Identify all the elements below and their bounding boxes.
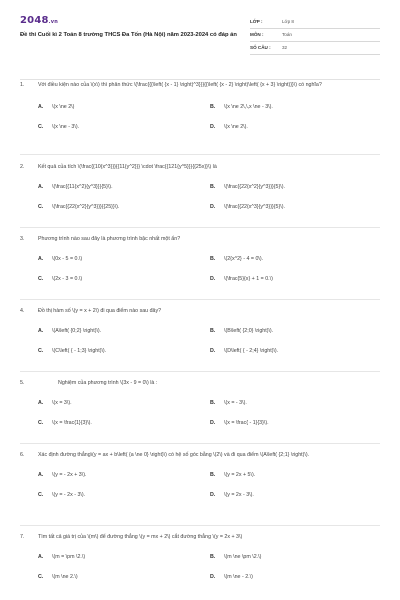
option-letter: D.	[210, 420, 216, 427]
option-a[interactable]	[38, 472, 210, 479]
option-letter: B.	[210, 472, 216, 479]
option-c[interactable]	[38, 276, 210, 283]
option-letter: D.	[210, 574, 216, 581]
option-d[interactable]	[210, 276, 382, 283]
option-d[interactable]	[210, 124, 382, 131]
option-c[interactable]	[38, 492, 210, 499]
option-letter: D.	[210, 204, 216, 211]
question-text: Kết quả của tích \(\frac{{10{x^3}}}{{11{y^2}}} \cdot \frac{{121{y^5}}}{{25x}}\) là	[38, 164, 217, 170]
option-a[interactable]	[38, 554, 210, 561]
option-text: \(\frac{{22{x^3}{y^3}}}{5}\).	[224, 204, 285, 211]
option-c[interactable]	[38, 574, 210, 581]
question-text: Xác định đường thẳng\(y = ax + b\left( {a \ne 0} \right)\) có hệ số góc bằng \(2\) và đi qua điểm \(A\left( {2;1} \right)\).	[38, 452, 310, 458]
question-text: Tìm tất cả giá trị của \(m\) để đường thẳng \(y = mx + 2\) cắt đường thẳng \(y = 2x + 3\)	[38, 534, 243, 540]
question-2	[20, 164, 380, 211]
header-left	[20, 14, 245, 39]
option-letter: A.	[38, 256, 44, 263]
option-letter: B.	[210, 328, 216, 335]
option-letter: C.	[38, 204, 44, 211]
question-stem	[20, 452, 380, 459]
answer-options	[38, 554, 380, 581]
option-letter: C.	[38, 574, 44, 581]
option-text: \(x \ne - 3\).	[52, 124, 80, 131]
meta-value: Lớp 8	[282, 18, 294, 24]
question-stem	[20, 380, 380, 387]
option-b[interactable]	[210, 328, 382, 335]
question-text: Đồ thị hàm số \(y = x + 2\) đi qua điểm nào sau đây?	[38, 308, 162, 314]
option-b[interactable]	[210, 256, 382, 263]
option-text: \(x = \frac{ - 1}{3}\).	[224, 420, 269, 427]
meta-value: 32	[282, 44, 288, 50]
question-number: 2.	[20, 164, 25, 170]
option-letter: C.	[38, 276, 44, 283]
question-number: 6.	[20, 452, 25, 458]
option-b[interactable]	[210, 184, 382, 191]
option-text: \(y = - 2x + 3\).	[52, 472, 87, 479]
option-b[interactable]	[210, 400, 382, 407]
option-text: \(y = - 2x - 3\).	[52, 492, 86, 499]
option-text: \(\frac{{22{x^2}{y^3}}}{{25}}\).	[52, 204, 120, 211]
question-text: Với điều kiện nào của \(x\) thì phân thức \(\frac{{{\left( {x - 1} \right)^3}}}{{\left( {x - 2} \right)\left( {x + 3} \right)}}\) có nghĩa?	[38, 82, 322, 88]
answer-options	[38, 104, 380, 131]
question-separator	[20, 443, 380, 444]
option-c[interactable]	[38, 348, 210, 355]
option-text: \(0x - 5 = 0.\)	[52, 256, 83, 263]
option-letter: D.	[210, 348, 216, 355]
option-text: \(B\left( {2;0} \right)\).	[224, 328, 274, 335]
option-a[interactable]	[38, 184, 210, 191]
site-logo[interactable]	[20, 14, 245, 28]
option-d[interactable]	[210, 574, 382, 581]
option-text: \(x = \frac{1}{3}\).	[52, 420, 92, 427]
option-letter: C.	[38, 492, 44, 499]
option-text: \(x \ne 2\,\,x \ne - 3\).	[224, 104, 273, 111]
option-text: \(x \ne 2\).	[224, 124, 248, 131]
header-divider	[20, 79, 380, 80]
question-4	[20, 308, 380, 355]
option-a[interactable]	[38, 328, 210, 335]
answer-options	[38, 328, 380, 355]
meta-label: MÔN :	[250, 31, 264, 37]
answer-options	[38, 400, 380, 427]
option-text: \(A\left( {0;2} \right)\).	[52, 328, 102, 335]
question-stem	[20, 236, 380, 243]
option-letter: A.	[38, 104, 44, 111]
option-letter: C.	[38, 420, 44, 427]
option-letter: D.	[210, 492, 216, 499]
question-text: Phương trình nào sau đây là phương trình bậc nhất một ẩn?	[38, 236, 181, 242]
option-text: \(m \ne \pm \2.\)	[224, 554, 262, 561]
option-letter: C.	[38, 348, 44, 355]
option-text: \(m = \pm \2.\)	[52, 554, 86, 561]
question-5	[20, 380, 380, 427]
option-text: \(y = 2x + 5\).	[224, 472, 256, 479]
question-number: 1.	[20, 82, 25, 88]
question-number: 3.	[20, 236, 25, 242]
meta-row-class	[250, 16, 380, 29]
option-d[interactable]	[210, 348, 382, 355]
option-b[interactable]	[210, 104, 382, 111]
option-d[interactable]	[210, 204, 382, 211]
option-letter: B.	[210, 256, 216, 263]
option-letter: B.	[210, 104, 216, 111]
option-text: \(2{x^2} - 4 = 0\).	[224, 256, 264, 263]
question-6	[20, 452, 380, 499]
option-text: \(x = 3\).	[52, 400, 72, 407]
question-stem	[20, 534, 380, 541]
option-d[interactable]	[210, 420, 382, 427]
option-text: \(m \ne 2.\)	[52, 574, 78, 581]
option-text: \(m \ne - 2.\)	[224, 574, 253, 581]
question-7	[20, 534, 380, 581]
question-number: 5.	[20, 380, 25, 386]
meta-row-subject	[250, 29, 380, 42]
option-a[interactable]	[38, 104, 210, 111]
option-text: \(\frac{{22{x^2}{y^3}}}{5}\).	[224, 184, 285, 191]
option-text: \(\frac{5}{x} + 1 = 0.\)	[224, 276, 273, 283]
option-letter: D.	[210, 276, 216, 283]
option-b[interactable]	[210, 554, 382, 561]
option-d[interactable]	[210, 492, 382, 499]
meta-row-count	[250, 42, 380, 55]
question-number: 7.	[20, 534, 25, 540]
document-title: Đề thi Cuối kì 2 Toán 8 trường THCS Đa Tốn (Hà Nội) năm 2023-2024 có đáp án	[20, 31, 237, 38]
option-text: \(D\left( { - 2;4} \right)\).	[224, 348, 279, 355]
question-1	[20, 82, 380, 131]
question-separator	[20, 525, 380, 526]
question-stem	[20, 308, 380, 315]
question-text: Nghiệm của phương trình \(3x - 9 = 0\) là :	[58, 380, 158, 386]
option-c[interactable]	[38, 204, 210, 211]
question-stem	[20, 82, 380, 89]
option-letter: B.	[210, 554, 216, 561]
meta-label: LỚP :	[250, 18, 263, 24]
question-separator	[20, 299, 380, 300]
option-a[interactable]	[38, 400, 210, 407]
option-text: \(C\left( { - 1;3} \right)\).	[52, 348, 107, 355]
option-text: \(\frac{{11{x^2}{y^3}}}{5}\).	[52, 184, 113, 191]
option-letter: A.	[38, 328, 44, 335]
question-number: 4.	[20, 308, 25, 314]
logo-main: 2048	[20, 15, 49, 26]
option-letter: A.	[38, 400, 44, 407]
option-letter: A.	[38, 554, 44, 561]
option-letter: D.	[210, 124, 216, 131]
option-letter: B.	[210, 400, 216, 407]
option-letter: C.	[38, 124, 44, 131]
option-text: \(2x - 3 = 0.\)	[52, 276, 83, 283]
answer-options	[38, 472, 380, 499]
document-header	[20, 14, 380, 60]
option-letter: A.	[38, 184, 44, 191]
answer-options	[38, 256, 380, 283]
option-c[interactable]	[38, 124, 210, 131]
option-a[interactable]	[38, 256, 210, 263]
question-separator	[20, 154, 380, 155]
option-letter: B.	[210, 184, 216, 191]
meta-label: SỐ CÂU :	[250, 44, 271, 50]
option-text: \(x = - 3\).	[224, 400, 247, 407]
question-3	[20, 236, 380, 283]
logo-suffix: .vn	[48, 19, 58, 25]
meta-value: Toán	[282, 31, 292, 37]
option-b[interactable]	[210, 472, 382, 479]
question-separator	[20, 371, 380, 372]
option-text: \(x \ne 2\)	[52, 104, 75, 111]
answer-options	[38, 184, 380, 211]
question-stem	[20, 164, 380, 171]
option-c[interactable]	[38, 420, 210, 427]
question-separator	[20, 227, 380, 228]
option-text: \(y = 2x - 3\).	[224, 492, 254, 499]
option-letter: A.	[38, 472, 44, 479]
meta-table	[250, 16, 380, 55]
